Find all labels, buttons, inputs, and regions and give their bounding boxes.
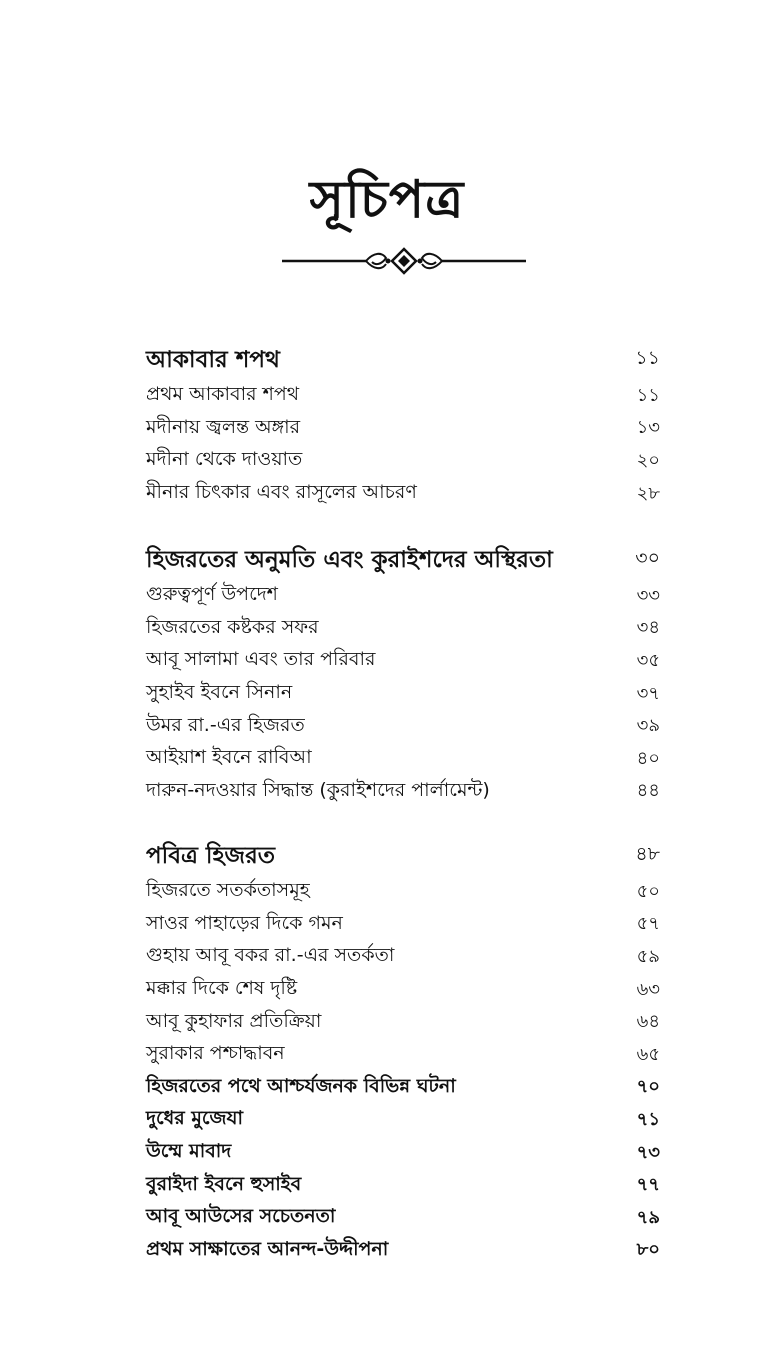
toc-entry-page: ৫৯	[636, 945, 660, 967]
toc-entry-title: দুধের মুজেযা	[146, 1107, 243, 1130]
toc-entry	[146, 445, 660, 478]
toc-entry-title: প্রথম সাক্ষাতের আনন্দ-উদ্দীপনা	[146, 1237, 389, 1260]
toc-entry-page: ৩৫	[636, 649, 660, 671]
toc-entry	[146, 941, 660, 974]
toc-entry	[146, 380, 660, 413]
toc-section-3	[146, 836, 660, 1267]
toc-heading-title: হিজরতের অনুমতি এবং কুরাইশদের অস্থিরতা	[146, 546, 553, 573]
toc-heading	[146, 540, 660, 580]
toc-entry-page: ২৮	[636, 482, 660, 504]
toc-entry-page: ৫০	[636, 880, 660, 902]
toc-section-2	[146, 540, 660, 808]
toc-entry	[146, 1039, 660, 1072]
toc-entry-title: হিজরতের পথে আশ্চর্যজনক বিভিন্ন ঘটনা	[146, 1074, 456, 1097]
toc-entry-title: উম্মে মাবাদ	[146, 1140, 232, 1163]
toc-entry-title: মদীনা থেকে দাওয়াত	[146, 448, 303, 471]
toc-entry	[146, 1006, 660, 1039]
toc-entry-page: ৪৪	[636, 780, 660, 802]
toc-entry	[146, 613, 660, 646]
toc-entry-title: মক্কার দিকে শেষ দৃষ্টি	[146, 977, 298, 1000]
toc-entry-page: ৩৩	[636, 584, 660, 606]
toc-heading-title: আকাবার শপথ	[146, 346, 280, 373]
toc-entry	[146, 876, 660, 909]
toc-entry-title: আইয়াশ ইবনে রাবিআ	[146, 746, 312, 769]
toc-entry	[146, 678, 660, 711]
toc-heading-title: পবিত্র হিজরত	[146, 842, 276, 869]
toc-entry	[146, 413, 660, 446]
toc-entry-page: ১১	[636, 384, 660, 406]
toc-entry-page: ৭৭	[636, 1174, 660, 1196]
toc-entry	[146, 776, 660, 809]
toc-entry-page: ১৩	[636, 417, 660, 439]
toc-entry-page: ২০	[636, 449, 660, 471]
toc-entry-title: সুরাকার পশ্চাদ্ধাবন	[146, 1042, 285, 1065]
toc-entry-title: আবূ কুহাফার প্রতিক্রিয়া	[146, 1009, 322, 1032]
toc-entry-page: ৭৩	[636, 1141, 660, 1163]
toc-entry	[146, 645, 660, 678]
toc-entry-title: সাওর পাহাড়ের দিকে গমন	[146, 911, 343, 934]
toc-entry	[146, 743, 660, 776]
toc-entry-page: ৩৯	[636, 715, 660, 737]
toc-heading	[146, 836, 660, 876]
toc-entry	[146, 909, 660, 942]
toc-entry-page: ৭৯	[636, 1206, 660, 1228]
toc-entry	[146, 1072, 660, 1105]
toc-entry-page: ৬৪	[636, 1011, 660, 1033]
toc-entry-page: ৫৭	[636, 913, 660, 935]
toc-entry-page: ৩৪	[636, 617, 660, 639]
toc-entry-page: ৮০	[636, 1239, 660, 1261]
ornament-divider-icon	[282, 244, 526, 278]
toc-entry-page: ৬৩	[636, 978, 660, 1000]
toc-entry	[146, 478, 660, 511]
toc-entry	[146, 1137, 660, 1170]
toc-entry	[146, 710, 660, 743]
toc-entry	[146, 1104, 660, 1137]
toc-entry-title: হিজরতে সতর্কতাসমূহ	[146, 879, 310, 902]
toc-entry-title: প্রথম আকাবার শপথ	[146, 383, 300, 406]
toc-entry	[146, 1235, 660, 1268]
toc-entry-title: সুহাইব ইবনে সিনান	[146, 681, 293, 704]
toc-entry-page: ৭১	[636, 1108, 660, 1130]
toc-heading-page: ৪৮	[635, 843, 660, 865]
toc-section-1	[146, 340, 660, 510]
toc-entry-title: দারুন-নদওয়ার সিদ্ধান্ত (কুরাইশদের পার্লামেন্ট)	[146, 778, 490, 801]
page-title: সূচিপত্র	[309, 170, 465, 230]
toc-entry-page: ৪০	[636, 747, 660, 769]
toc-entry-title: মদীনায় জ্বলন্ত অঙ্গার	[146, 415, 301, 438]
toc-entry-page: ৭০	[636, 1076, 660, 1098]
toc-entry	[146, 974, 660, 1007]
toc-entry-page: ৬৫	[636, 1043, 660, 1065]
toc-entry-title: মীনার চিৎকার এবং রাসূলের আচরণ	[146, 481, 417, 504]
toc-entry-title: গুরুত্বপূর্ণ উপদেশ	[146, 583, 278, 606]
toc-heading-page: ১১	[635, 347, 660, 369]
toc-entry-title: উমর রা.-এর হিজরত	[146, 713, 305, 736]
toc-entry	[146, 1169, 660, 1202]
toc-entry-title: আবূ আউসের সচেতনতা	[146, 1205, 336, 1228]
toc-entry	[146, 1202, 660, 1235]
toc-entry-title: গুহায় আবূ বকর রা.-এর সতর্কতা	[146, 944, 395, 967]
toc-entry	[146, 580, 660, 613]
toc-heading-page: ৩০	[635, 547, 660, 569]
toc-entry-title: হিজরতের কষ্টকর সফর	[146, 615, 319, 638]
toc-entry-page: ৩৭	[636, 682, 660, 704]
toc-heading	[146, 340, 660, 380]
toc-entry-title: আবূ সালামা এবং তার পরিবার	[146, 648, 376, 671]
toc-entry-title: বুরাইদা ইবনে হুসাইব	[146, 1172, 302, 1195]
